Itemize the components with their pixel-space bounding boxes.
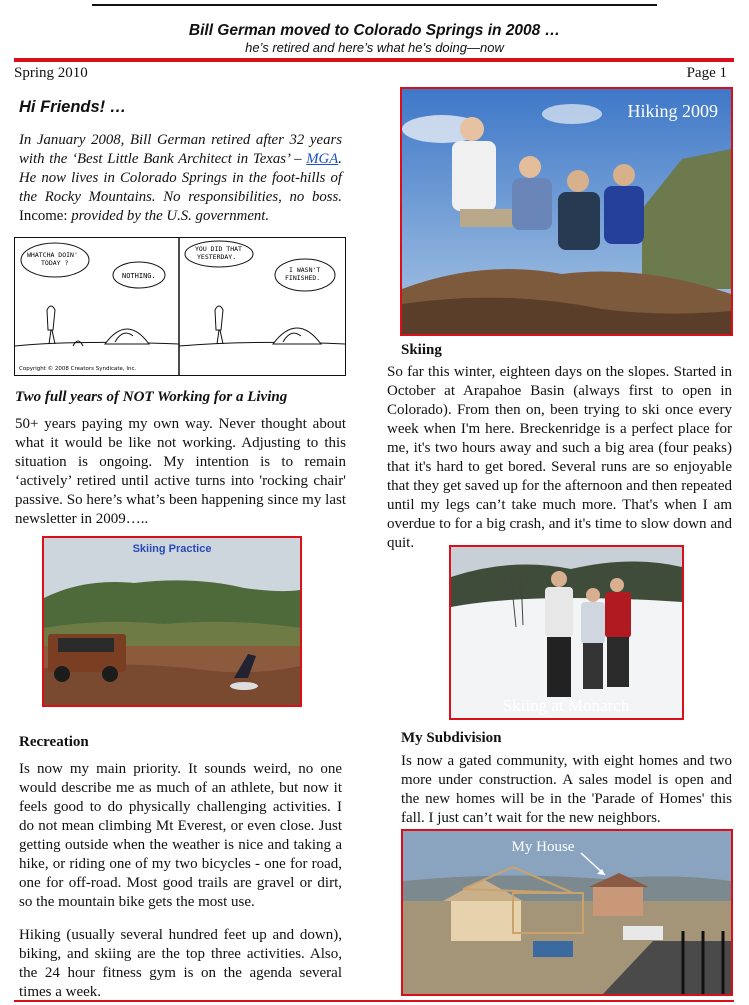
- intro-text-2: . He now lives in Colorado Springs in the foot-hills of the Rocky Mountains. No responsibilities, no boss.: [19, 151, 342, 205]
- photo-skiing-practice: [42, 536, 302, 707]
- my-house-caption: My House: [511, 839, 575, 855]
- page-number: Page 1: [686, 65, 727, 81]
- skiing-paragraph: So far this winter, eighteen days on the slopes. Started in October at Arapahoe Basin (always first to open in Colorado). From then on, been trying to ski once every week when I'm here. Breckenridge is a perfect place for me, it's two hours away and such a big area (four peaks) that it's hard to get bored. Several runs are so enjoyable that they get saved up for the afternoon and then repeated until my legs can’t take much more. That's when I am overdue to for a big crash, and it's time to slow down and quit.: [387, 364, 732, 551]
- not-working-paragraph: 50+ years paying my own way. Never thought about what it would be like not working. Adjusting to this situation is ongoing. My intention is to remain ‘actively’ retired until active turns into 'rocking chair' passive. So here’s what’s been happening since my last newsletter in 2009…..: [15, 416, 346, 527]
- comic-bubble-1: WHATCHA DOIN' TODAY ?: [27, 251, 78, 267]
- monarch-caption: Skiing at Monarch: [502, 696, 630, 715]
- top-rule: [92, 4, 657, 6]
- heading-skiing: Skiing: [401, 342, 442, 358]
- newsletter-title: Bill German moved to Colorado Springs in 2008 …: [188, 22, 561, 39]
- mga-link[interactable]: MGA: [306, 151, 339, 167]
- photo-skiing-monarch: [449, 545, 684, 720]
- subdivision-paragraph: Is now a gated community, with eight homes and two more under construction. A sales model is open and the new homes will be in the 'Parade of Homes' this fall. I just can’t wait for the new neighbors.: [401, 753, 732, 826]
- intro-paragraph: [19, 131, 342, 226]
- comic-strip: [14, 237, 346, 376]
- comic-bubble-3: YOU DID THAT YESTERDAY.: [195, 245, 242, 261]
- heading-recreation: Recreation: [19, 734, 89, 750]
- income-label: Income:: [19, 208, 72, 224]
- header-red-rule: [14, 58, 734, 62]
- recreation-paragraph-2: Hiking (usually several hundred feet up and down), biking, and skiing are the top three activities. Also, the 24 hour fitness gym is on the agenda several times a week.: [19, 927, 342, 1000]
- recreation-paragraph-1: Is now my main priority. It sounds weird, no one would describe me as much of an athlete, but now it feels good to do physically challenging activities. I do not mean climbing Mt Everest, or even close. Just getting outside when the weather is nice and taking a hike, or riding one of my two bicycles - one for road, one for off-road. Most good trails are gravel or dirt, so the mountain bike gets the most use.: [19, 761, 342, 910]
- income-value: provided by the U.S. government.: [71, 208, 270, 224]
- heading-subdivision: My Subdivision: [401, 730, 502, 746]
- skiing-practice-caption: Skiing Practice: [132, 543, 212, 555]
- comic-bubble-2: NOTHING.: [122, 272, 156, 280]
- issue-date: Spring 2010: [14, 65, 88, 81]
- comic-bubble-4: I WASN'T FINISHED.: [285, 266, 321, 282]
- intro-text-1: In January 2008, Bill German retired after 32 years with the ‘Best Little Bank Architect in Texas’ –: [19, 132, 342, 167]
- comic-copyright: Copyright © 2008 Creators Syndicate, Inc.: [19, 366, 137, 372]
- footer-red-rule: [14, 1000, 734, 1002]
- comic-drawing: [15, 238, 345, 375]
- heading-not-working: Two full years of NOT Working for a Living: [15, 389, 288, 405]
- hiking-caption: Hiking 2009: [627, 101, 718, 121]
- greeting-heading: Hi Friends! …: [19, 98, 127, 116]
- newsletter-subtitle: he’s retired and here’s what he’s doing—now: [245, 40, 504, 55]
- photo-hiking-2009: [400, 87, 733, 336]
- photo-my-house: [401, 829, 733, 996]
